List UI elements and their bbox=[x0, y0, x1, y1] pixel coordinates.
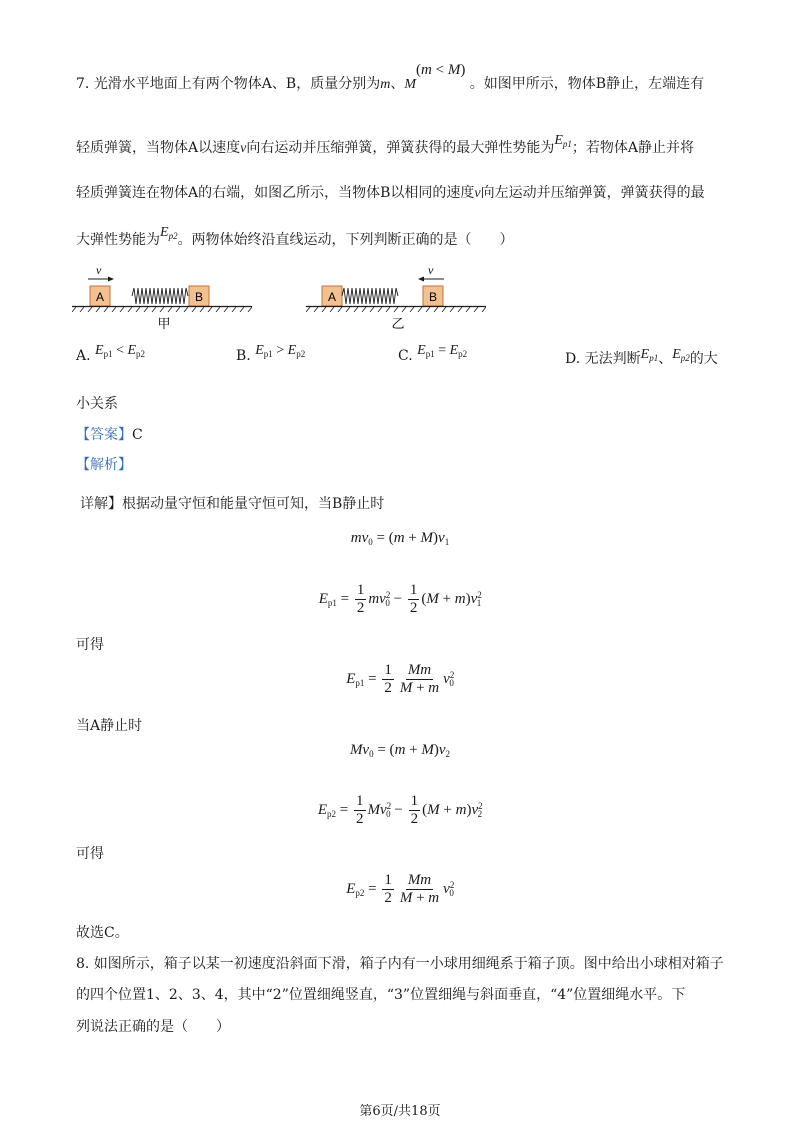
equation-momentum-1: $mv_0 = (m + M)v_1$ bbox=[350, 530, 450, 547]
spring-yi bbox=[342, 288, 398, 304]
equation-energy-2: $E_{p2}$ = $\frac{1}{2}$ $Mv^2_0$ − $\frac{1}{2}$ $(M + m)v^2_2$ bbox=[317, 793, 483, 827]
block-b-label: B bbox=[428, 290, 438, 304]
q8-line1: 8. 如图所示，箱子以某一初速度沿斜面下滑，箱子内有一小球用细绳系于箱子顶。图中给出小球相对箱子 bbox=[76, 956, 724, 972]
figure-yi bbox=[306, 262, 486, 332]
block-a-label: A bbox=[95, 290, 105, 304]
kede-2: 可得 bbox=[76, 846, 104, 862]
q7-line3: 轻质弹簧连在物体A的右端，如图乙所示，当物体B以相同的速度v向左运动并压缩弹簧，弹簧获得的最 bbox=[76, 185, 705, 201]
block-b-label: B bbox=[194, 290, 204, 304]
when-a-static: 当A静止时 bbox=[76, 718, 143, 734]
conclusion: 故选C。 bbox=[76, 925, 129, 941]
figure-yi-caption: 乙 bbox=[391, 317, 405, 332]
option-d-continued: 小关系 bbox=[76, 396, 118, 412]
analysis-tag: 【解析】 bbox=[76, 457, 132, 473]
block-a-label: A bbox=[327, 290, 337, 304]
q8-line2: 的四个位置1、2、3、4，其中“2”位置细绳竖直，“3”位置细绳与斜面垂直，“4”位置细绳水平。下 bbox=[76, 987, 686, 1003]
question-number: 7. bbox=[76, 76, 90, 92]
ground-hatch-yi bbox=[306, 307, 486, 312]
answer-value: C bbox=[132, 427, 143, 443]
ground-hatch-jia bbox=[72, 307, 252, 312]
equation-result-2: $E_{p2}$ = $\frac{1}{2}$ $\frac{Mm}{M + m}$ $v^2_0$ bbox=[346, 872, 455, 906]
equation-result-1: $E_{p1}$ = $\frac{1}{2}$ $\frac{Mm}{M + m}$ $v^2_0$ bbox=[346, 662, 455, 696]
option-c: C. $E_{p1} = E_{p2}$ bbox=[398, 343, 468, 364]
q7-line4: 大弹性势能为$E_{p2}$。两物体始终沿直线运动，下列判断正确的是（ ） bbox=[76, 225, 514, 248]
q7-line2: 轻质弹簧，当物体A以速度v向右运动并压缩弹簧，弹簧获得的最大弹性势能为$E_{p1}$；若物体A静止并将 bbox=[76, 133, 695, 156]
option-d: D. 无法判断$E_{p1}$、$E_{p2}$的大 bbox=[565, 347, 718, 367]
page-footer: 第6页/共18页 bbox=[359, 1104, 441, 1119]
velocity-label-yi: v bbox=[428, 263, 434, 277]
equation-energy-1: $E_{p1}$ = $\frac{1}{2}$ $mv^2_0$ − $\frac{1}{2}$ $(M + m)v^2_1$ bbox=[318, 582, 482, 616]
velocity-label-jia: v bbox=[96, 263, 102, 277]
q7-line1: 7. 光滑水平地面上有两个物体A、B，质量分别为m、M(m < M) 。如图甲所示，物体B静止，左端连有 bbox=[76, 62, 705, 92]
kede-1: 可得 bbox=[76, 637, 104, 653]
figure-jia-caption: 甲 bbox=[157, 317, 171, 332]
answer-line bbox=[76, 424, 143, 444]
equation-momentum-2: $Mv_0 = (m + M)v_2$ bbox=[349, 742, 451, 759]
figure-jia bbox=[72, 262, 252, 332]
option-b: B. $E_{p1} > E_{p2}$ bbox=[236, 343, 306, 364]
option-a: A. $E_{p1} < E_{p2}$ bbox=[76, 343, 146, 364]
q8-line3: 列说法正确的是（ ） bbox=[76, 1019, 230, 1035]
spring-jia bbox=[132, 288, 188, 304]
answer-tag: 【答案】 bbox=[76, 427, 132, 443]
detail-line: 详解】根据动量守恒和能量守恒可知，当B静止时 bbox=[80, 496, 385, 512]
